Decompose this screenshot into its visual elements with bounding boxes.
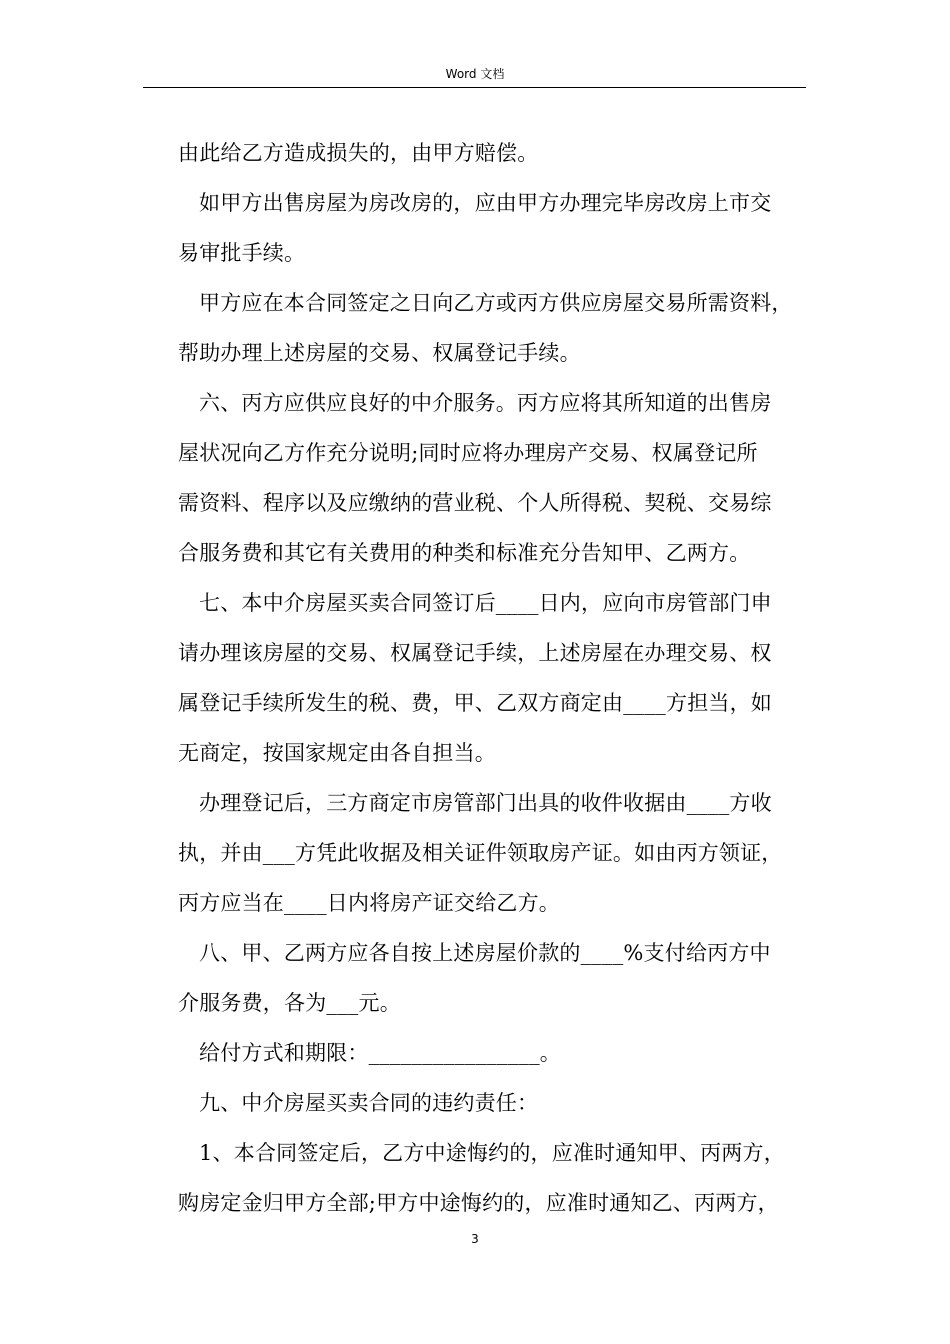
body-line: 帮助办理上述房屋的交易、权属登记手续。 <box>178 341 581 365</box>
body-line: 给付方式和期限：________________。 <box>199 1041 561 1065</box>
body-line: 属登记手续所发生的税、费，甲、乙双方商定由____方担当，如 <box>178 691 772 715</box>
body-line: 七、本中介房屋买卖合同签订后____日内，应向市房管部门申 <box>199 591 772 615</box>
body-line: 购房定金归甲方全部;甲方中途悔约的，应准时通知乙、丙两方， <box>178 1191 779 1215</box>
body-line: 由此给乙方造成损失的，由甲方赔偿。 <box>178 141 539 165</box>
body-line: 介服务费，各为___元。 <box>178 991 401 1015</box>
document-body <box>178 128 818 1228</box>
page-number: 3 <box>471 1232 479 1246</box>
body-line: 办理登记后，三方商定市房管部门出具的收件收据由____方收 <box>199 791 772 815</box>
page-header: Word 文档 <box>445 67 505 81</box>
body-line: 执，并由___方凭此收据及相关证件领取房产证。如由丙方领证， <box>178 841 783 865</box>
body-line: 屋状况向乙方作充分说明;同时应将办理房产交易、权属登记所 <box>178 441 758 465</box>
body-line: 易审批手续。 <box>178 241 306 265</box>
body-line: 九、中介房屋买卖合同的违约责任： <box>199 1091 539 1115</box>
body-line: 请办理该房屋的交易、权属登记手续，上述房屋在办理交易、权 <box>178 641 772 665</box>
header-divider <box>143 87 806 88</box>
body-line: 丙方应当在____日内将房产证交给乙方。 <box>178 891 560 915</box>
body-line: 1、本合同签定后，乙方中途悔约的，应准时通知甲、丙两方， <box>199 1141 785 1165</box>
body-line: 甲方应在本合同签定之日向乙方或丙方供应房屋交易所需资料， <box>199 291 793 315</box>
body-line: 合服务费和其它有关费用的种类和标准充分告知甲、乙两方。 <box>178 541 751 565</box>
body-line: 无商定，按国家规定由各自担当。 <box>178 741 496 765</box>
body-line: 六、丙方应供应良好的中介服务。丙方应将其所知道的出售房 <box>199 391 772 415</box>
body-line: 八、甲、乙两方应各自按上述房屋价款的____%支付给丙方中 <box>199 941 771 965</box>
body-line: 需资料、程序以及应缴纳的营业税、个人所得税、契税、交易综 <box>178 491 772 515</box>
body-line: 如甲方出售房屋为房改房的，应由甲方办理完毕房改房上市交 <box>199 191 772 215</box>
